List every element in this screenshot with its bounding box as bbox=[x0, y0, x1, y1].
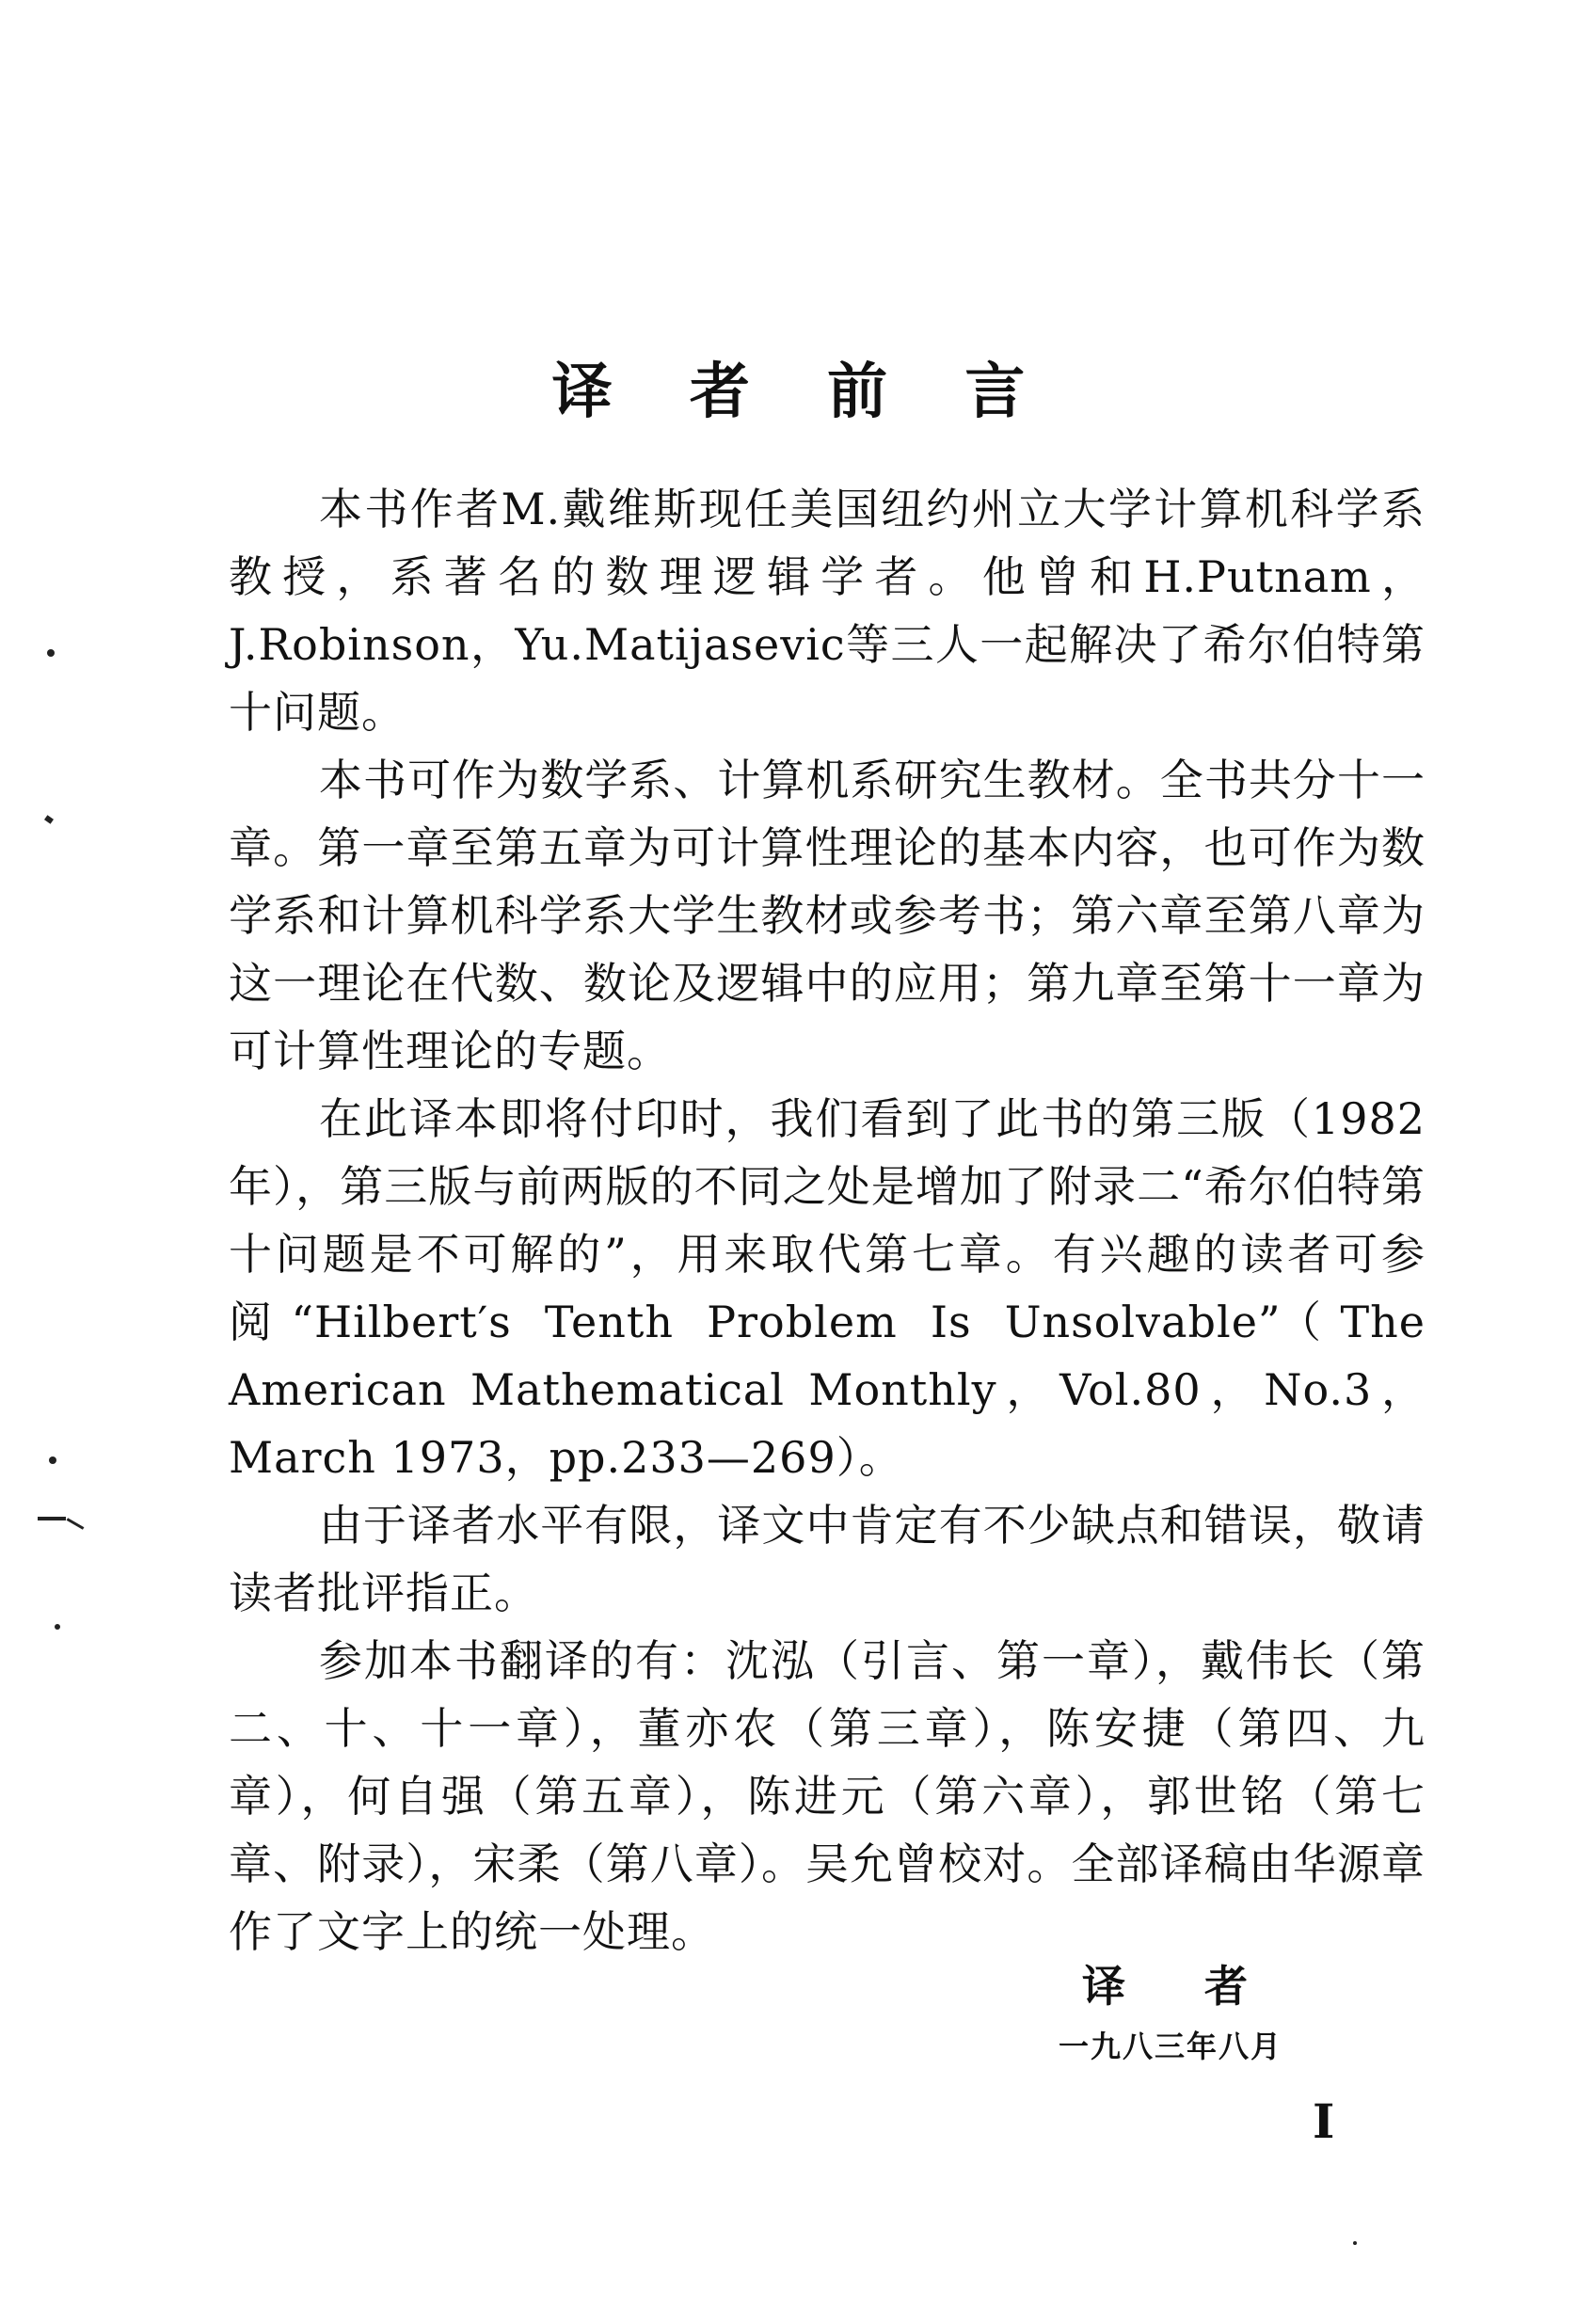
translator-signature: 译 者 bbox=[1082, 1961, 1281, 2012]
paragraph-apology: 由于译者水平有限，译文中肯定有不少缺点和错误，敬请读者批评指正。 bbox=[229, 1500, 1426, 1618]
page-title: 译 者 前 言 bbox=[551, 357, 1054, 427]
paragraph-structure: 本书可作为数学系、计算机系研究生教材。全书共分十一章。第一章至第五章为可计算性理论的基本内容，也可作为数学系和计算机科学系大学生教材或参考书；第六章至第八章为这一理论在代数、数论及逻辑中的应用；第九章至第十一章为可计算性理论的专题。 bbox=[229, 755, 1426, 1076]
paragraph-translators: 参加本书翻译的有：沈泓（引言、第一章），戴伟长（第二、十、十一章），董亦农（第三章），陈安捷（第四、九章），何自强（第五章），陈进元（第六章），郭世铭（第七章、附录），宋柔（第八章）。吴允曾校对。全部译稿由华源章作了文字上的统一处理。 bbox=[229, 1635, 1426, 1957]
scan-speck bbox=[38, 1517, 66, 1520]
scan-speck bbox=[47, 649, 55, 657]
paragraph-author: 本书作者M.戴维斯现任美国纽约州立大学计算机科学系教授，系著名的数理逻辑学者。他曾和H.Putnam，J.Robinson，Yu.Matijasevic等三人一起解决了希尔伯特第十问题。 bbox=[229, 484, 1426, 738]
scan-speck bbox=[1353, 2241, 1357, 2245]
page-number: I bbox=[1313, 2093, 1335, 2149]
paragraph-third-edition: 在此译本即将付印时，我们看到了此书的第三版（1982年），第三版与前两版的不同之处是增加了附录二“希尔伯特第十问题是不可解的”，用来取代第七章。有兴趣的读者可参阅“Hilbert′s Tenth Problem Is Unsolvable”（The American Mathematical Monthly，Vol.80，No.3，March 1973，pp.233—269）。 bbox=[229, 1093, 1426, 1483]
preface-date: 一九八三年八月 bbox=[1059, 2029, 1283, 2064]
scan-speck bbox=[44, 815, 54, 824]
preface-body bbox=[229, 475, 1426, 1966]
scan-speck bbox=[55, 1624, 60, 1630]
scan-speck bbox=[49, 1456, 56, 1464]
scan-speck bbox=[67, 1518, 85, 1530]
